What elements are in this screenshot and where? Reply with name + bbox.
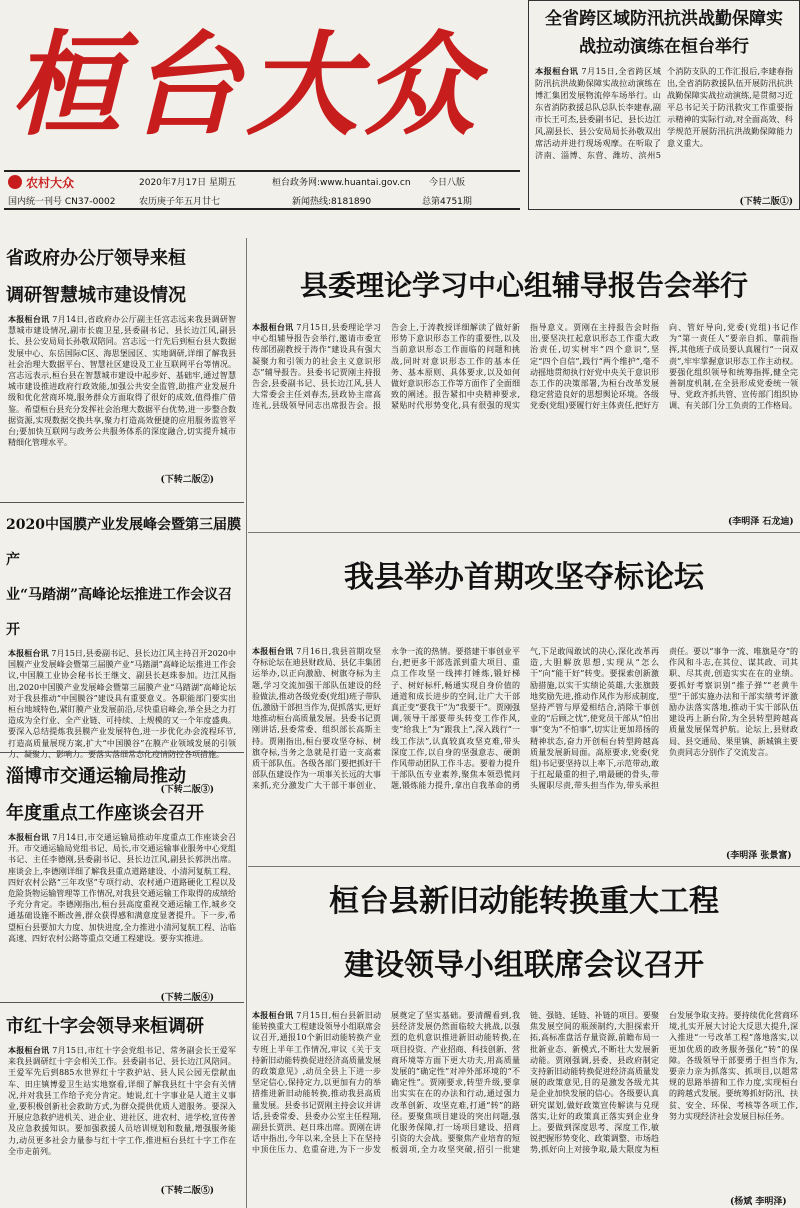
main-article-2-body [252,646,798,844]
headline-line1: 2020中国膜产业发展峰会暨第三届膜产 [6,517,241,568]
headline-line1: 省政府办公厅领导来桓 [6,248,186,269]
headline-line2: 调研智慧城市建设情况 [6,285,186,306]
dateline: 本报桓台讯 [535,66,579,76]
issue-number: 总第4751期 [422,197,472,207]
continued-note: (下转二版⑤) [160,1186,214,1196]
left-article-1 [0,240,244,485]
headline-line2: 年度重点工作座谈会召开 [6,803,204,824]
author-credit: (杨斌 李明泽) [730,1197,787,1207]
divider [0,502,244,503]
issue-date: 2020年7月17日 星期五 [139,178,236,188]
author-credit: (李明泽 石龙迪) [728,517,794,527]
divider [0,752,244,753]
dateline: 本报桓台讯 [8,314,50,324]
left-article-4 [0,1008,244,1196]
continued-note: (下转二版②) [160,475,214,485]
left-article-3 [0,758,244,1003]
headline-line1: 淄博市交通运输局推动 [6,766,186,787]
main-headline-1: 县委理论学习中心组辅导报告会举行 [299,269,748,302]
top-story-body [535,65,793,177]
top-story-box [528,0,800,210]
article-body [0,832,244,1002]
dateline: 本报桓台讯 [8,1045,50,1055]
article-text: 7月15日,县委理论学习中心组辅导报告会举行,邀请市委宣传部团副教授于涛作“建设具有强大凝聚力和引领力的社会主义意识形态”辅导报告。县委书记贾刚主持报告会,县委副书记、县长边江风,县人大常委会主任刘春杰,县政协主席高连礼,县级领导同志出席报告会。报告会上,于涛教授详细解读了做好新形势下意识形态工作的重要性,以及当前意识形态工作面临的问题和挑战,同时对意识形态工作的基本任务、基本原则、具体要求,以及如何做好意识形态工作等方面作了全面细致的阐述。报告紧扣中央精神要求,紧贴时代形势变化,具有很强的现实指导意义。贾刚在主持报告会时指出,要坚决扛起意识形态工作重大政治责任,切实树牢“四个意识”,坚定“四个自信”,践行“两个维护”,毫不动摇地贯彻执行好党中央关于意识形态工作的决策部署,为桓台改革发展稳定营造良好的思想舆论环境。各级党委(党组)要履行好主体责任,把好方向、管好导向,党委(党组)书记作为“第一责任人”要亲自抓、靠前指挥,其他班子成员要认真履行“一岗双责”,牢牢掌握意识形态工作主动权。要强化组织领导和统筹指挥,健全完善制度机制,在全县形成党委统一领导、党政齐抓共管、宣传部门组织协调、有关部门分工负责的工作格局。 [252,323,798,411]
article-text: 7月14日,市交通运输局推动年度重点工作座谈会召开。市交通运输局党组书记、局长,市交通运输事业服务中心党组书记、主任李德刚,县委副书记、县长边江风,副县长郭洪出席。座谈会上,李德刚详细了解我县重点道路建设、小清河复航工程、四好农村公路“三年攻坚”专项行动、农村通户道路硬化工程以及危险货物运输管理等工作情况,对我县交通运输工作取得的成绩给予充分肯定。李德刚指出,桓台县高度重视交通运输工作,城乡交通基础设施不断改善,群众获得感和满意度显著提升。下一步,希望桓台县要加大力度、加快进度,全力推进小清河复航工程、沾临高速、四好农村公路等重点交通工程建设。要夯实推进。 [8,833,237,943]
sub-logo: 农村大众 [26,176,75,190]
main-article-3-body [252,1010,798,1192]
logo-icon [8,175,22,189]
article-body [0,1045,244,1195]
column-divider [246,238,247,1208]
lunar-date: 农历庚子年五月廿七 [139,197,221,207]
website: 桓台政务网:www.huantai.gov.cn [272,178,411,188]
top-story-headline: 全省跨区域防汛抗洪战勤保障实战拉动演练在桓台举行 [545,9,783,57]
masthead-info-bar [4,170,520,210]
main-article-1-body [252,322,798,512]
hotline: 新闻热线:8181890 [292,197,372,207]
serial-number: 国内统一刊号 CN37-0002 [8,197,116,207]
dateline: 本报桓台讯 [252,646,294,656]
article-text: 7月15日,市红十字会党组书记、常务副会长王爱军来我县调研红十字会相关工作。县委副书记、县长边江风陪同。王爱军先后到885水世界红十字救护站、县人民公园无偿献血车、田庄镇博爱卫生站实地察看,详细了解我县红十字会有关情况,并对我县工作给予充分肯定。她说,红十字事业是人道主义事业,要积极创新社会救助方式,为群众提供优质人道服务。要深入开展应急救护进机关、进企业、进社区、进农村、进学校,宣传普及应急救援知识。要加强救援人员培训规划和数量,增强服务能力,动员更多社会力量参与红十字工作,推进桓台县红十字工作在全市走前列。 [8,1046,237,1156]
headline-line2: 业“马踏湖”高峰论坛推进工作会议召开 [6,587,233,638]
article-text: 7月15日,全省跨区域防汛抗洪战勤保障实战拉动演练在博汇集团发展物流停车场举行。山东省消防救援总队总队长李建春,副市长王可杰,县委副书记、县长边江风,副县长、县公安局局长孙敬双出席活动并进行现场观摩。在听取了济南、淄博、东营、潍坊、滨州5个消防支队的工作汇报后,李建春指出,全省消防救援队伍开展防汛抗洪战勤保障实战拉动演练,是贯彻习近平总书记关于防汛救灾工作重要指示精神的实际行动,对全面高效、科学规范开展防汛抗洪战勤保障能力意义重大。 [535,66,793,160]
main-headline-2: 我县举办首期攻坚夺标论坛 [344,560,704,595]
divider [248,532,800,533]
headline: 市红十字会领导来桓调研 [6,1016,204,1037]
article-text: 7月16日,我县首期攻坚夺标论坛在迪县财政局、县亿丰集团运举办,以正向激励、树旗夺标为主题,学习交流加强干部队伍建设的经验做法,推动各级党委(党组)班子带队伍,激励干部担当作为,促抓落实,更好地推动桓台高质量发展。县委书记贾刚讲话,县委常委、组织部长高斯主持。贾刚指出,桓台要攻坚夺标、树旗夺标,当务之急就是打造一支高素质干部队伍。各级各部门要把抓好干部队伍建设作为一项事关长远的大事来抓,充分激发广大干部干事创业、永争一流的热情。要搭建干事创业平台,把更多干部选派到重大项目、重点工作攻坚一线摔打锤炼,锻好梯子、树好标杆,畅通实现自身价值的通道和成长进步的空间,让广大干部真正变“要我干”为“我要干”。贾刚强调,领导干部要带头转变工作作风,变“给我上”为“跟我上”,深入践行“一线工作法”,认真较真攻坚克难,带头深度工作,以自身的坚强意志、硬朗作风带动团队工作斗志。要着力提升干部队伍专业素养,聚焦本领恐慌问题,锻炼能力提升,拿出自我革命的勇气,下足敢闯敢试的决心,深化改革再造,大胆解放思想,实现从“怎么干”向“能干好”转变。要探索创新激励措施,以实干实绩论英雄,大张旗鼓地奖励先进,推动作风作为形成制度,坚持严管与厚爱相结合,消除干事创业的“后顾之忧”,使党员干部从“怕出事”变为“不怕事”,切实让更加昂扬的精神状态,奋力开创桓台转型跨越高质量发展新局面。高原要求,党委(党组)书记要坚持以上率下,示范带动,敢于扛起最重的担子,啃最硬的骨头,带头履职尽责,带头担当作为,带头承担责任。要以“事争一流、唯旗是夺”的作风和斗志,在其位、谋其政、司其职、尽其责,创造实实在在的业绩。要抓好考察识别“推子弹”“老黄牛型”干部实施办法和干部实绩考评激励办法落实落地,推动干实干部队伍建设再上新台阶,为全县转型跨越高质量发展保驾护航。论坛上,县财政局、县交通局、果里镇、新城镇主要负责同志分别作了交流发言。 [252,647,798,791]
continued-note: (下转二版④) [160,993,214,1003]
main-headline-3-line2: 建设领导小组联席会议召开 [344,948,704,983]
divider [0,1002,244,1003]
dateline: 本报桓台讯 [252,1010,294,1020]
article-text: 7月14日,省政府办公厅副主任宫志远来我县调研智慧城市建设情况,副市长鹿卫星,县委副书记、县长边江风,副县长、县公安局局长孙敬双陪同。宫志远一行先后到桓台县大数据发展中心、东岳国际C区、海思堡园区、实地调研,详细了解我县社会治理大数据平台、智慧社区建设及工业互联网平台等情况。宫志远表示,桓台县在智慧城市建设中起步好、基础牢,通过智慧城市建设推进政府行政效能,加强公共安全监管,助推产业发展升级和优化营商环境,服务群众方面取得了很好的成效,值得推广借鉴。希望桓台县充分发挥社会治理大数据平台优势,进一步整合数据资源,实现数据交换共享,聚力打造高效便捷的应用服务监管平台;要加快互联网与政务公共服务体系的深度融合,切实提升城市精细化管理水平。 [8,315,237,448]
continued-note: (下转二版①) [739,197,793,207]
dateline: 本报桓台讯 [8,648,49,658]
page-count: 今日八版 [429,178,466,188]
article-text: 7月15日,桓台县新旧动能转换重大工程建设领导小组联席会议召开,通报10个新旧动能转换产业专班上半年工作情况,审议《关于支持新旧动能转换促进经济高质量发展的政策意见》,动员全县上下进一步坚定信心,保持定力,以更加有力的举措推进新旧动能转换,推动我县高质量发展。县委书记贾刚主持会议并讲话,县委常委、县委办公室主任程翔,副县长贾洪、赵日珠出席。贾刚在讲话中指出,今年以来,全县上下在坚持中顶住压力、危重奋进,为下一步发展奠定了坚实基础。要清醒看到,我县经济发展仍然面临较大挑战,以强烈的危机意识推进新旧动能转换,在项目投资、产业招商、科技创新、营商环境等方面下更大功夫,用高质量发展的“确定性”对冲外部环境的“不确定性”。贾刚要求,转型升级,要拿出实实在在的办法和行动,通过强力改革创新、攻坚克难,打通“转”的路径。要聚焦项目建设的突出问题,强化服务保障,打一场项目建设、招商引资的大会战。要聚焦产业培育的短板弱项,全力攻坚突破,招引一批建链、强链、延链、补链的项目。要聚焦发展空间的瓶颈制约,大胆探索开拓,高标准盘活存量资源,前瞻布局一批新业态、新模式,不断壮大发展新动能。贾刚强调,县委、县政府制定支持新旧动能转换促进经济高质量发展的政策意见,目的是激发各级尤其是企业加快发展的信心。各级要认真研究谋划,做好政策宣传解读与兑现落实,让好的政策真正落实到企业身上。要做到深度思考、深度工作,敏锐把握形势变化、政策调整、市场趋势,抓好向上对接争取,最大限度为桓台发展争取支持。要持续优化营商环境,扎实开展大讨论大反思大提升,深入推进“一号改革工程”落地落实,以更加优质的政务服务强化“转”的保障。各级领导干部要勇于担当作为,要亲力亲为抓落实、抓项目,以超常规的思路举措和工作力度,实现桓台的跨越式发展。要统筹抓好防汛、扶贫、安全、环保、考核等各项工作,努力实现经济社会发展目标任务。 [252,1011,798,1155]
main-headline-3-line1: 桓台县新旧动能转换重大工程 [329,884,719,919]
article-text: 7月15日,县委副书记、县长边江风主持召开2020中国膜产业发展峰会暨第三届膜产业“马踏湖”高峰论坛推进工作会议,中国膜工业协会秘书长王继文、副县长赵珠参加。边江风指出,2020中国膜产业发展峰会暨第三届膜产业“马踏湖”高峰论坛对于我县推动“中国膜谷”建设具有重要意义。各职能部门要实出桓台地域特色,紧盯膜产业发展前沿,尽快重启峰会,举全县之力打造成为全行业、全产业链、可持续、上规模的又一个年度盛典。要深入总结提炼我县膜产业发展特色,进一步优化办会流程环节,打造高质量展现方案,扩大“中国膜谷”在膜产业领域发展的引领力、凝聚力、影响力。要落实落细常态化疫情防控各项措施。 [8,649,237,759]
masthead-title: 桓台大众 [10,20,482,151]
divider [248,866,800,867]
dateline: 本报桓台讯 [252,322,294,332]
article-body [0,314,244,484]
author-credit: (李明泽 张景富) [726,851,792,861]
continued-note: (下转二版③) [160,785,214,795]
dateline: 本报桓台讯 [8,832,50,842]
